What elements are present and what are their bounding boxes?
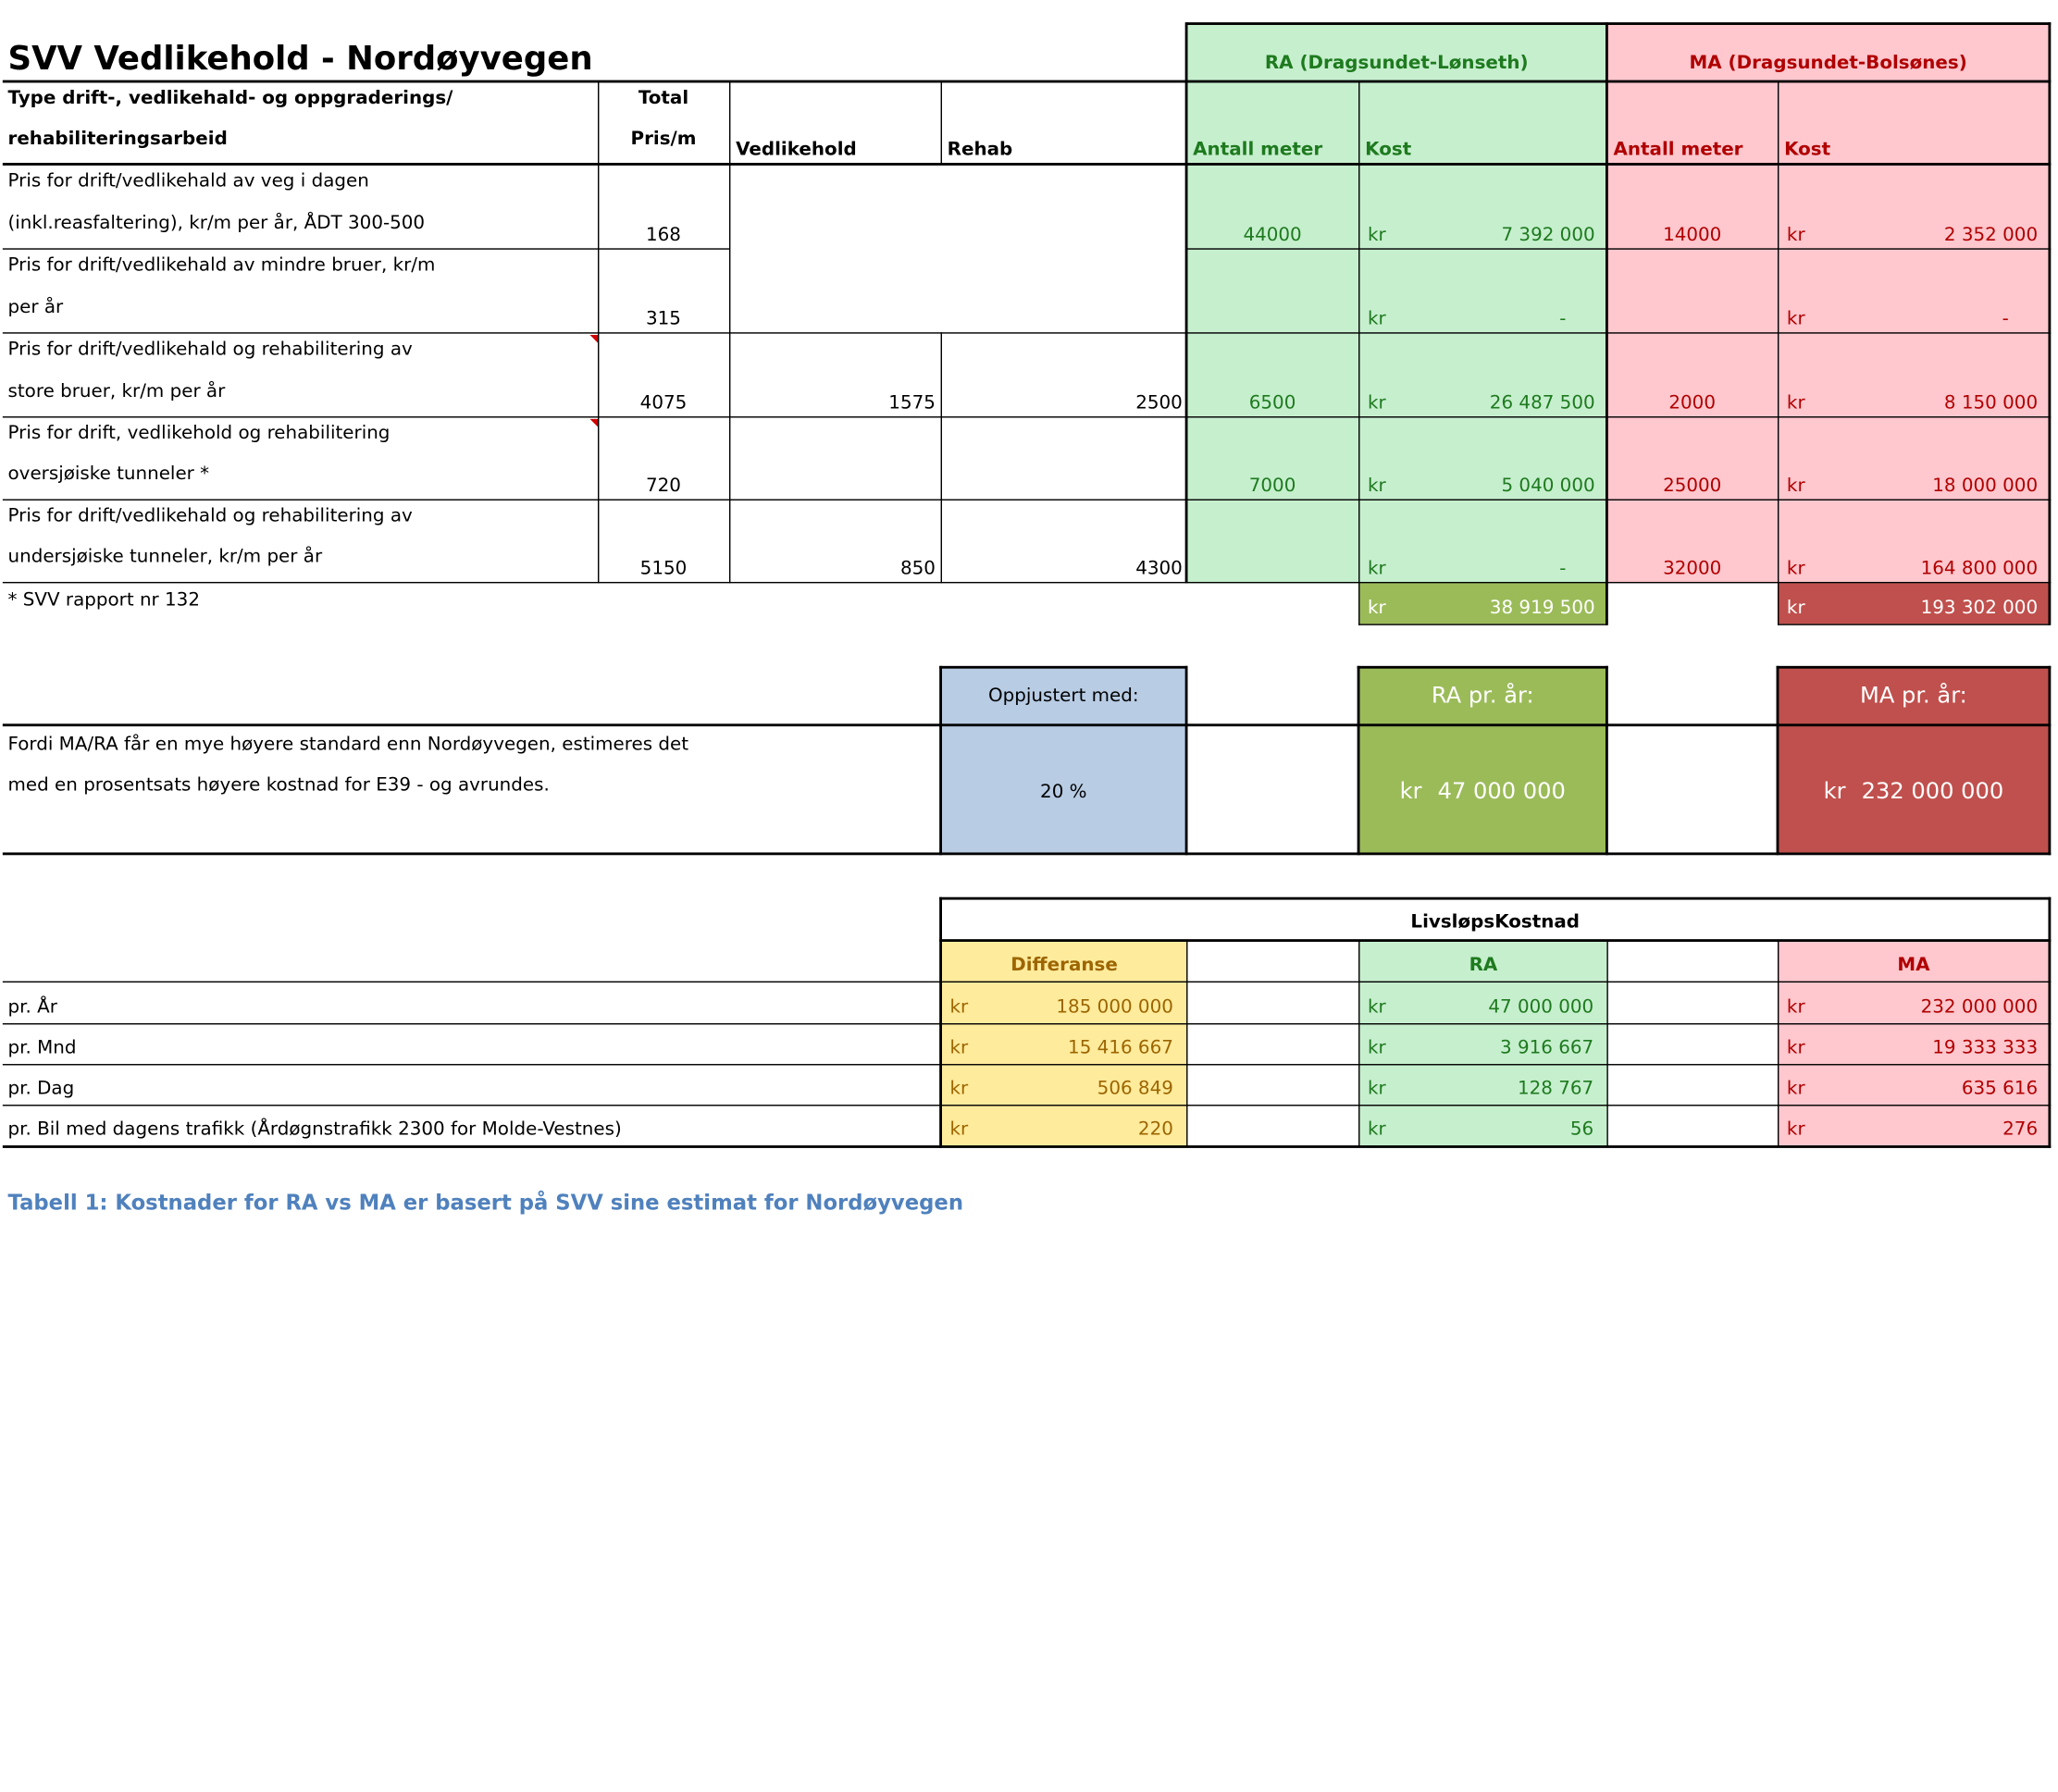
row-3-ma-kost-value: 18 000 000 xyxy=(1932,475,2039,497)
lcc-row-2-ma-value: 635 616 xyxy=(1961,1078,2039,1100)
lcc-ra-header: RA xyxy=(1469,955,1498,976)
adjust-percent: 20 % xyxy=(1040,781,1087,802)
lcc-row-2-diff xyxy=(942,1065,1186,1105)
rehab-header: Rehab xyxy=(947,139,1013,161)
lcc-row-0-ma-value: 232 000 000 xyxy=(1920,996,2039,1019)
row-4-total: 5150 xyxy=(639,558,688,580)
currency-label: kr xyxy=(1786,475,1805,497)
ma-kost-header: Kost xyxy=(1784,139,1831,161)
lcc-row-0-ma xyxy=(1779,983,2048,1023)
currency-label: kr xyxy=(1368,224,1386,246)
vedlikehold-header: Vedlikehold xyxy=(736,139,857,161)
row-1-desc-line2: per år xyxy=(7,296,64,318)
lcc-row-1-ra xyxy=(1359,1024,1606,1064)
ra-kost-header: Kost xyxy=(1365,139,1412,161)
row-4-ma-meter: 32000 xyxy=(1663,558,1722,580)
lcc-row-3-ma xyxy=(1779,1106,2048,1145)
currency-label: kr xyxy=(1368,1037,1386,1059)
row-4-rehab: 4300 xyxy=(1135,558,1183,580)
row-0-desc-line2: (inkl.reasfaltering), kr/m per år, ÅDT 300-500 xyxy=(7,213,426,234)
row-4-ma-kost-value: 164 800 000 xyxy=(1920,558,2039,580)
footnote: * SVV rapport nr 132 xyxy=(7,589,200,612)
row-3-desc-line2: oversjøiske tunneler * xyxy=(7,463,210,485)
lcc-row-1-diff-value: 15 416 667 xyxy=(1068,1037,1173,1059)
row-2-ma-meter: 2000 xyxy=(1668,392,1716,414)
currency-label: kr xyxy=(949,1037,969,1059)
currency-label: kr xyxy=(1786,308,1805,330)
ma-per-year-amount: 232 000 000 xyxy=(1861,778,2004,806)
ma-per-year-label: MA pr. år: xyxy=(1860,683,1967,710)
ra-total xyxy=(1359,583,1605,624)
row-3-ma-meter: 25000 xyxy=(1663,475,1722,497)
currency-label: kr xyxy=(949,1118,969,1141)
row-3-ra-kost xyxy=(1359,417,1605,499)
ra-per-year-value xyxy=(1359,726,1605,852)
lcc-row-2-ra-value: 128 767 xyxy=(1518,1078,1594,1100)
currency-label: kr xyxy=(1823,778,1846,806)
lcc-row-3-ma-value: 276 xyxy=(2002,1118,2039,1141)
adjust-text-line2: med en prosentsats høyere kostnad for E39 - og avrundes. xyxy=(7,774,550,797)
lcc-row-3-label: pr. Bil med dagens trafikk (Årdøgnstrafikk 2300 for Molde-Vestnes) xyxy=(7,1118,622,1141)
currency-label: kr xyxy=(1786,1037,1805,1059)
total-header-line2: Pris/m xyxy=(630,129,697,150)
row-4-vedlikehold: 850 xyxy=(899,558,936,580)
lcc-row-3-ra-value: 56 xyxy=(1569,1118,1594,1141)
lcc-ma-header: MA xyxy=(1897,955,1930,976)
adjust-text-line1: Fordi MA/RA får en mye høyere standard enn Nordøyvegen, estimeres det xyxy=(7,734,689,756)
row-0-ra-kost xyxy=(1359,166,1605,248)
lcc-row-1-ra-value: 3 916 667 xyxy=(1500,1037,1594,1059)
currency-label: kr xyxy=(1368,308,1386,330)
lcc-row-3-diff xyxy=(942,1106,1186,1145)
ma-total xyxy=(1779,583,2048,624)
currency-label: kr xyxy=(949,996,969,1019)
row-1-desc-line1: Pris for drift/vedlikehald av mindre bruer, kr/m xyxy=(7,254,436,277)
currency-label: kr xyxy=(1786,1118,1805,1141)
row-2-desc-line2: store bruer, kr/m per år xyxy=(7,380,226,402)
row-2-ra-kost xyxy=(1359,334,1605,416)
row-3-ra-kost-value: 5 040 000 xyxy=(1501,475,1595,497)
lcc-row-0-diff xyxy=(942,983,1186,1023)
row-0-total: 168 xyxy=(646,224,681,246)
lcc-row-3-diff-value: 220 xyxy=(1137,1118,1173,1141)
lcc-row-2-label: pr. Dag xyxy=(7,1078,75,1100)
row-4-ma-kost xyxy=(1779,501,2048,582)
lcc-row-1-label: pr. Mnd xyxy=(7,1037,77,1059)
row-4-desc-line1: Pris for drift/vedlikehald og rehabilitering av xyxy=(7,505,413,527)
ma-title: MA (Dragsundet-Bolsønes) xyxy=(1689,52,1967,74)
row-1-ma-kost-value: - xyxy=(2002,308,2009,330)
ma-per-year-value xyxy=(1779,726,2048,852)
row-1-ra-kost xyxy=(1359,250,1605,332)
row-1-total: 315 xyxy=(646,308,681,330)
total-header-line1: Total xyxy=(638,88,689,109)
row-3-ra-meter: 7000 xyxy=(1248,475,1296,497)
row-0-ra-kost-value: 7 392 000 xyxy=(1501,224,1595,246)
currency-label: kr xyxy=(1786,392,1805,414)
type-header-line2: rehabiliteringsarbeid xyxy=(7,129,228,150)
row-0-ma-meter: 14000 xyxy=(1663,224,1722,246)
row-2-desc-line1: Pris for drift/vedlikehald og rehabilitering av xyxy=(7,339,413,361)
lcc-row-0-ra-value: 47 000 000 xyxy=(1488,996,1594,1019)
lcc-row-3-ra xyxy=(1359,1106,1606,1145)
lcc-row-1-ma xyxy=(1779,1024,2048,1064)
currency-label: kr xyxy=(1368,598,1386,619)
lcc-row-2-ma xyxy=(1779,1065,2048,1105)
row-2-ma-kost-value: 8 150 000 xyxy=(1943,392,2039,414)
currency-label: kr xyxy=(1786,224,1805,246)
ma-total-value: 193 302 000 xyxy=(1920,598,2039,619)
row-0-ma-kost xyxy=(1779,166,2048,248)
lcc-row-2-ra xyxy=(1359,1065,1606,1105)
lcc-row-1-ma-value: 19 333 333 xyxy=(1932,1037,2039,1059)
row-4-ra-kost-value: - xyxy=(1559,558,1567,580)
lcc-row-0-label: pr. År xyxy=(7,996,57,1019)
currency-label: kr xyxy=(1368,1118,1386,1141)
ra-per-year-label: RA pr. år: xyxy=(1431,683,1534,710)
currency-label: kr xyxy=(1368,392,1386,414)
lcc-row-1-diff xyxy=(942,1024,1186,1064)
row-2-rehab: 2500 xyxy=(1135,392,1183,414)
row-2-vedlikehold: 1575 xyxy=(888,392,936,414)
lcc-row-0-ra xyxy=(1359,983,1606,1023)
row-2-total: 4075 xyxy=(639,392,688,414)
row-4-ra-kost xyxy=(1359,501,1605,582)
row-0-desc-line1: Pris for drift/vedlikehald av veg i dagen xyxy=(7,170,369,192)
row-4-desc-line2: undersjøiske tunneler, kr/m per år xyxy=(7,546,323,568)
row-2-ra-meter: 6500 xyxy=(1248,392,1296,414)
currency-label: kr xyxy=(1786,996,1805,1019)
row-3-ma-kost xyxy=(1779,417,2048,499)
currency-label: kr xyxy=(1368,1078,1386,1100)
ra-antall-meter-header: Antall meter xyxy=(1193,139,1323,161)
row-2-ma-kost xyxy=(1779,334,2048,416)
lcc-row-0-diff-value: 185 000 000 xyxy=(1056,996,1173,1019)
currency-label: kr xyxy=(1786,1078,1805,1100)
currency-label: kr xyxy=(1786,558,1805,580)
row-3-desc-line1: Pris for drift, vedlikehold og rehabilitering xyxy=(7,423,391,444)
adjust-label: Oppjustert med: xyxy=(988,685,1139,707)
ra-per-year-amount: 47 000 000 xyxy=(1437,778,1566,806)
table-caption: Tabell 1: Kostnader for RA vs MA er basert på SVV sine estimat for Nordøyvegen xyxy=(7,1190,964,1216)
row-1-ra-kost-value: - xyxy=(1559,308,1567,330)
row-1-ma-kost xyxy=(1779,250,2048,332)
currency-label: kr xyxy=(949,1078,969,1100)
ra-total-value: 38 919 500 xyxy=(1489,598,1595,619)
currency-label: kr xyxy=(1368,996,1386,1019)
row-2-ra-kost-value: 26 487 500 xyxy=(1489,392,1595,414)
ra-title: RA (Dragsundet-Lønseth) xyxy=(1264,52,1529,74)
currency-label: kr xyxy=(1399,778,1422,806)
currency-label: kr xyxy=(1368,475,1386,497)
currency-label: kr xyxy=(1786,598,1805,619)
row-0-ra-meter: 44000 xyxy=(1243,224,1302,246)
sheet-title: SVV Vedlikehold - Nordøyvegen xyxy=(7,39,593,78)
lcc-diff-header: Differanse xyxy=(1010,955,1118,976)
type-header-line1: Type drift-, vedlikehald- og oppgraderings/ xyxy=(7,88,453,109)
row-3-total: 720 xyxy=(646,475,681,497)
row-0-ma-kost-value: 2 352 000 xyxy=(1943,224,2039,246)
lcc-row-2-diff-value: 506 849 xyxy=(1097,1078,1173,1100)
lcc-title: LivsløpsKostnad xyxy=(1410,911,1581,933)
currency-label: kr xyxy=(1368,558,1386,580)
ma-antall-meter-header: Antall meter xyxy=(1613,139,1743,161)
